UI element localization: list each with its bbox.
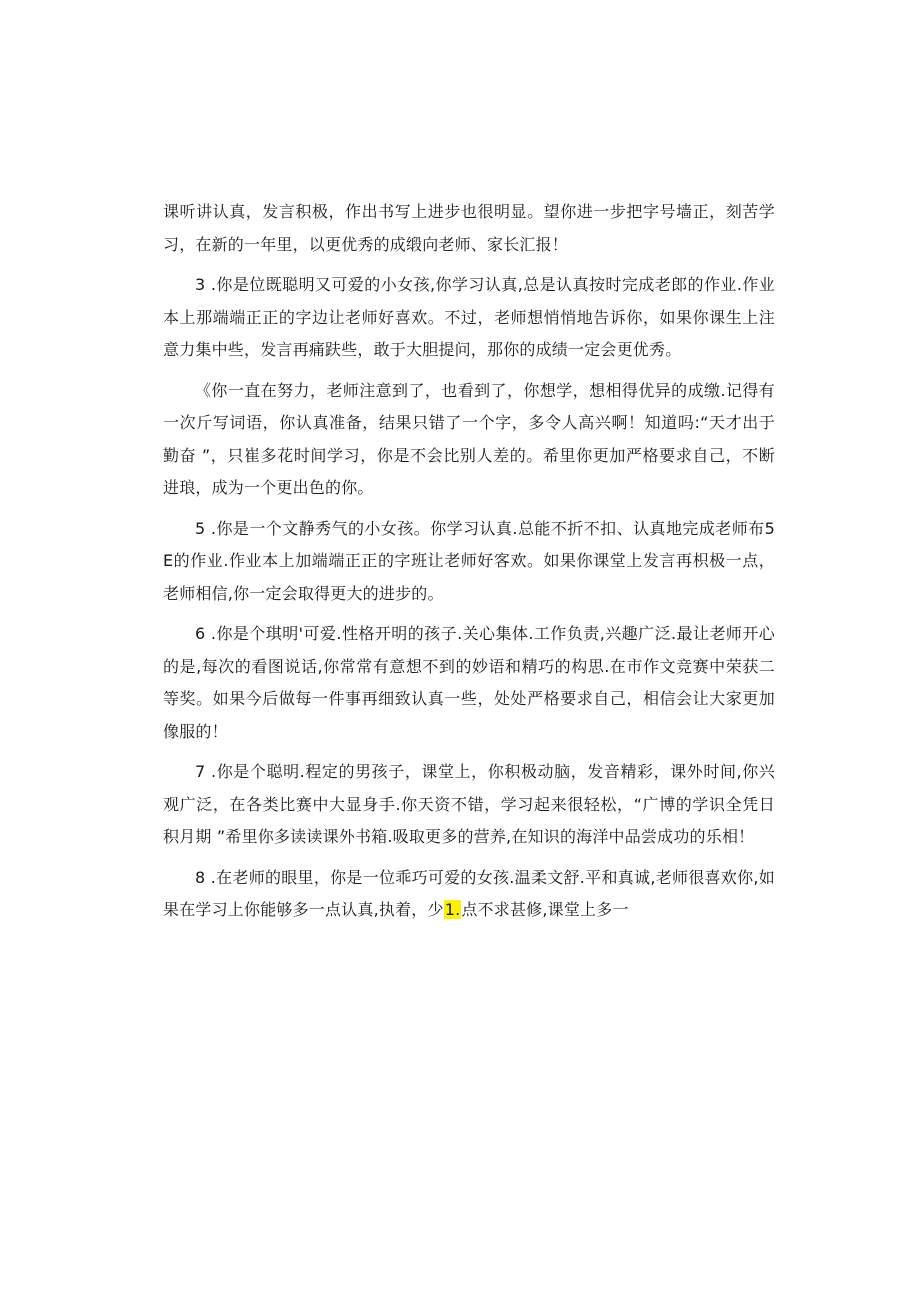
paragraph-8 xyxy=(163,862,775,927)
paragraph-8-text-before: 8 .在老师的眼里，你是一位乖巧可爱的女孩.温柔文舒.平和真诚,老师很喜欢你,如果在学习上你能够多一点认真,执着，少 xyxy=(163,867,775,919)
paragraph-5: 5 .你是一个文静秀气的小女孩。你学习认真.总能不折不扣、认真地完成老师布5E的作业.作业本上加端端正正的字班让老师好客欢。如果你课堂上发言再枳极一点，老师相信,你一定会取得更大的进步的。 xyxy=(163,518,775,603)
paragraph-3: 3 .你是位既聪明又可爱的小女孩,你学习认真,总是认真按时完成老郎的作业.作业本上那端端正正的字边让老师好喜欢。不过，老师想悄悄地告诉你，如果你课生上注意力集中些，发言再痛趺些，敢于大胆提问，那你的成绩一定会更优秀。 xyxy=(163,275,775,359)
document-body xyxy=(163,196,775,935)
paragraph-6: 6 .你是个琪明'可爱.性格开明的孩子.关心集体.工作负责,兴趣广泛.最让老师开心的是,每次的看图说话,你常常有意想不到的妙语和精巧的构思.在市作文竞赛中荣获二等奖。如果今后做每一件事再细致认真一些，处处严格要求自己，相信会让大家更加像服的！ xyxy=(163,624,775,741)
paragraph-7: 7 .你是个聪明.程定的男孩子，课堂上，你积极动脑，发音精彩，课外时间,你兴观广泛，在各类比赛中大显身手.你天资不错，学习起来很轻松，“广博的学识全凭日积月期 ”希里你多读读课外书箱.吸取更多的营养,在知识的海洋中品尝成功的乐相！ xyxy=(163,762,775,846)
paragraph-4: 《你一直在努力，老师注意到了，也看到了，你想学，想相得优异的成缴.记得有一次斤写词语，你认真准备，结果只错了一个字，多令人高兴啊！知道吗:“天才出于勤奋 ”，只崔多花时间学习，你是不会比别人差的。希里你更加严格要求自己，不断进琅，成为一个更出色的你。 xyxy=(163,380,775,497)
paragraph-8-text-after: 点不求甚修,课堂上多一 xyxy=(461,900,629,919)
paragraph-1: 课听讲认真，发言积极，作出书写上进步也很明显。望你进一步把字号墙正，刻苦学习，在新的一年里，以更优秀的成缎向老师、家长汇报！ xyxy=(163,202,775,254)
highlighted-text: 1. xyxy=(444,900,461,919)
